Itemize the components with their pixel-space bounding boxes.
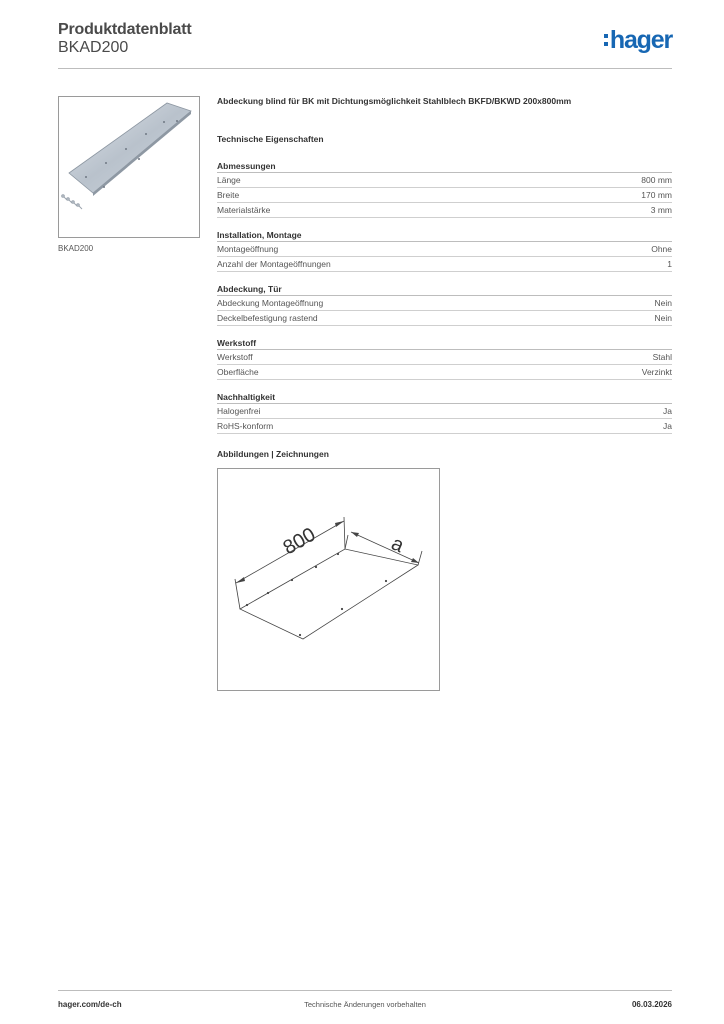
spec-group-title: Nachhaltigkeit bbox=[217, 391, 672, 404]
spec-value: Ja bbox=[663, 421, 672, 431]
spec-label: Montageöffnung bbox=[217, 244, 279, 254]
spec-label: Oberfläche bbox=[217, 367, 259, 377]
image-caption: BKAD200 bbox=[58, 244, 94, 253]
spec-row bbox=[217, 296, 672, 311]
spec-group-material bbox=[217, 337, 672, 380]
spec-label: Werkstoff bbox=[217, 352, 253, 362]
page-header bbox=[58, 20, 672, 69]
spec-label: Materialstärke bbox=[217, 205, 271, 215]
product-details bbox=[217, 96, 672, 445]
spec-row bbox=[217, 188, 672, 203]
length-dimension-label: 800 bbox=[279, 523, 320, 560]
product-name: Abdeckung blind für BK mit Dichtungsmöglichkeit Stahlblech BKFD/BKWD 200x800mm bbox=[217, 96, 572, 106]
technical-drawing bbox=[217, 468, 440, 691]
spec-value: 1 bbox=[667, 259, 672, 269]
spec-row bbox=[217, 173, 672, 188]
document-date: 06.03.2026 bbox=[631, 1000, 672, 1009]
spec-group-installation bbox=[217, 229, 672, 272]
spec-row bbox=[217, 311, 672, 326]
spec-value: 3 mm bbox=[650, 205, 672, 215]
spec-value: Nein bbox=[654, 313, 672, 323]
spec-row bbox=[217, 350, 672, 365]
spec-label: Abdeckung Montageöffnung bbox=[217, 298, 324, 308]
spec-label: Anzahl der Montageöffnungen bbox=[217, 259, 331, 269]
spec-group-title: Werkstoff bbox=[217, 337, 672, 350]
logo-text: hager bbox=[609, 26, 672, 54]
spec-row bbox=[217, 404, 672, 419]
spec-row bbox=[217, 419, 672, 434]
spec-row bbox=[217, 203, 672, 218]
spec-group-title: Abdeckung, Tür bbox=[217, 283, 672, 296]
product-image bbox=[58, 96, 200, 238]
spec-label: RoHS-konform bbox=[217, 421, 274, 431]
spec-value: Nein bbox=[654, 298, 672, 308]
drawings-title: Abbildungen | Zeichnungen bbox=[217, 449, 329, 459]
disclaimer-text: Technische Änderungen vorbehalten bbox=[304, 1000, 426, 1009]
spec-value: Verzinkt bbox=[641, 367, 672, 377]
spec-group-sustainability bbox=[217, 391, 672, 434]
spec-value: Ja bbox=[663, 406, 672, 416]
specs-title: Technische Eigenschaften bbox=[217, 134, 324, 144]
dimension-drawing bbox=[218, 469, 439, 690]
document-title: Produktdatenblatt bbox=[58, 21, 192, 38]
spec-value: 800 mm bbox=[641, 175, 672, 185]
plate-outline bbox=[240, 549, 418, 639]
spec-group-title: Installation, Montage bbox=[217, 229, 672, 242]
spec-group-cover bbox=[217, 283, 672, 326]
width-dimension-label: a bbox=[387, 532, 408, 558]
hager-logo[interactable] bbox=[604, 26, 672, 54]
spec-label: Breite bbox=[217, 190, 240, 200]
website-link[interactable]: hager.com/de-ch bbox=[58, 1000, 122, 1009]
spec-label: Länge bbox=[217, 175, 241, 185]
spec-group-dimensions bbox=[217, 160, 672, 218]
spec-row bbox=[217, 365, 672, 380]
spec-value: Stahl bbox=[652, 352, 672, 362]
document-subtitle: BKAD200 bbox=[58, 39, 129, 56]
spec-group-title: Abmessungen bbox=[217, 160, 672, 173]
page-footer bbox=[58, 990, 672, 1013]
spec-value: 170 mm bbox=[641, 190, 672, 200]
spec-label: Halogenfrei bbox=[217, 406, 261, 416]
spec-label: Deckelbefestigung rastend bbox=[217, 313, 318, 323]
spec-row bbox=[217, 257, 672, 272]
spec-value: Ohne bbox=[651, 244, 672, 254]
cover-plate-illustration bbox=[59, 97, 199, 237]
spec-row bbox=[217, 242, 672, 257]
logo-colon-icon bbox=[604, 33, 608, 47]
